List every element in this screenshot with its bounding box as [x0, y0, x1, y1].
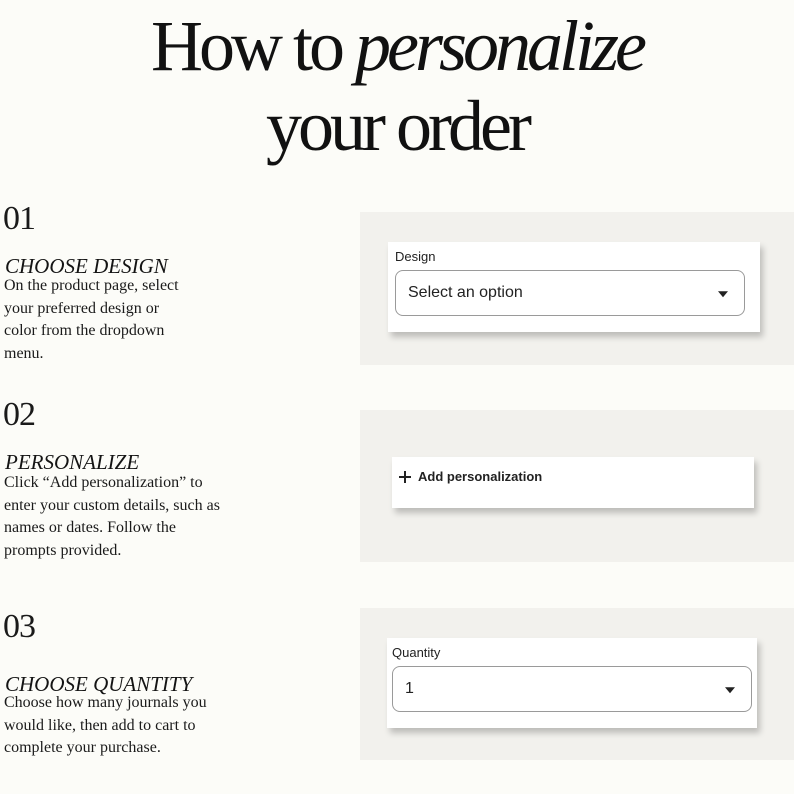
page-title-line-1	[0, 6, 794, 86]
design-select-value: Select an option	[408, 284, 523, 301]
quantity-select-value: 1	[405, 680, 414, 697]
step-description-line: names or dates. Follow the	[4, 519, 176, 536]
step-description-3	[4, 692, 207, 760]
quantity-panel	[360, 608, 794, 760]
step-description-line: menu.	[4, 344, 44, 362]
step-number-1: 01	[3, 200, 35, 237]
step-description-line: color from the dropdown	[4, 322, 165, 339]
step-heading-3: CHOOSE QUANTITY	[5, 672, 193, 696]
step-description-2	[4, 472, 220, 562]
step-description-line: complete your purchase.	[4, 739, 161, 756]
step-description-line: would like, then add to cart to	[4, 716, 196, 734]
chevron-down-icon	[725, 687, 735, 693]
step-description-line: prompts provided.	[4, 541, 122, 559]
quantity-card	[387, 638, 757, 728]
design-panel	[360, 212, 794, 365]
step-description-1	[4, 275, 179, 365]
quantity-label: Quantity	[392, 645, 441, 660]
page-title-line-2: your order	[266, 86, 528, 166]
chevron-down-icon	[718, 291, 728, 297]
step-description-line: Choose how many journals you	[4, 694, 207, 711]
add-personalization-button[interactable]	[392, 457, 754, 508]
personalization-panel	[360, 410, 794, 562]
step-heading-1: CHOOSE DESIGN	[5, 254, 168, 278]
step-number-3: 03	[3, 608, 35, 645]
design-label: Design	[395, 249, 436, 264]
step-description-line: your preferred design or	[4, 299, 160, 317]
title-italic-text: personalize	[355, 6, 643, 86]
step-description-line: Click “Add personalization” to	[4, 474, 203, 491]
step-number-2: 02	[3, 396, 35, 433]
design-select[interactable]	[395, 270, 745, 316]
quantity-select[interactable]	[392, 666, 752, 712]
step-description-line: On the product page, select	[4, 277, 179, 294]
step-description-line: enter your custom details, such as	[4, 496, 220, 514]
step-heading-2: PERSONALIZE	[5, 450, 140, 474]
add-personalization-label: Add personalization	[418, 469, 543, 484]
plus-icon	[399, 471, 411, 483]
title-plain-text: How to	[151, 6, 355, 86]
design-card	[388, 242, 760, 332]
